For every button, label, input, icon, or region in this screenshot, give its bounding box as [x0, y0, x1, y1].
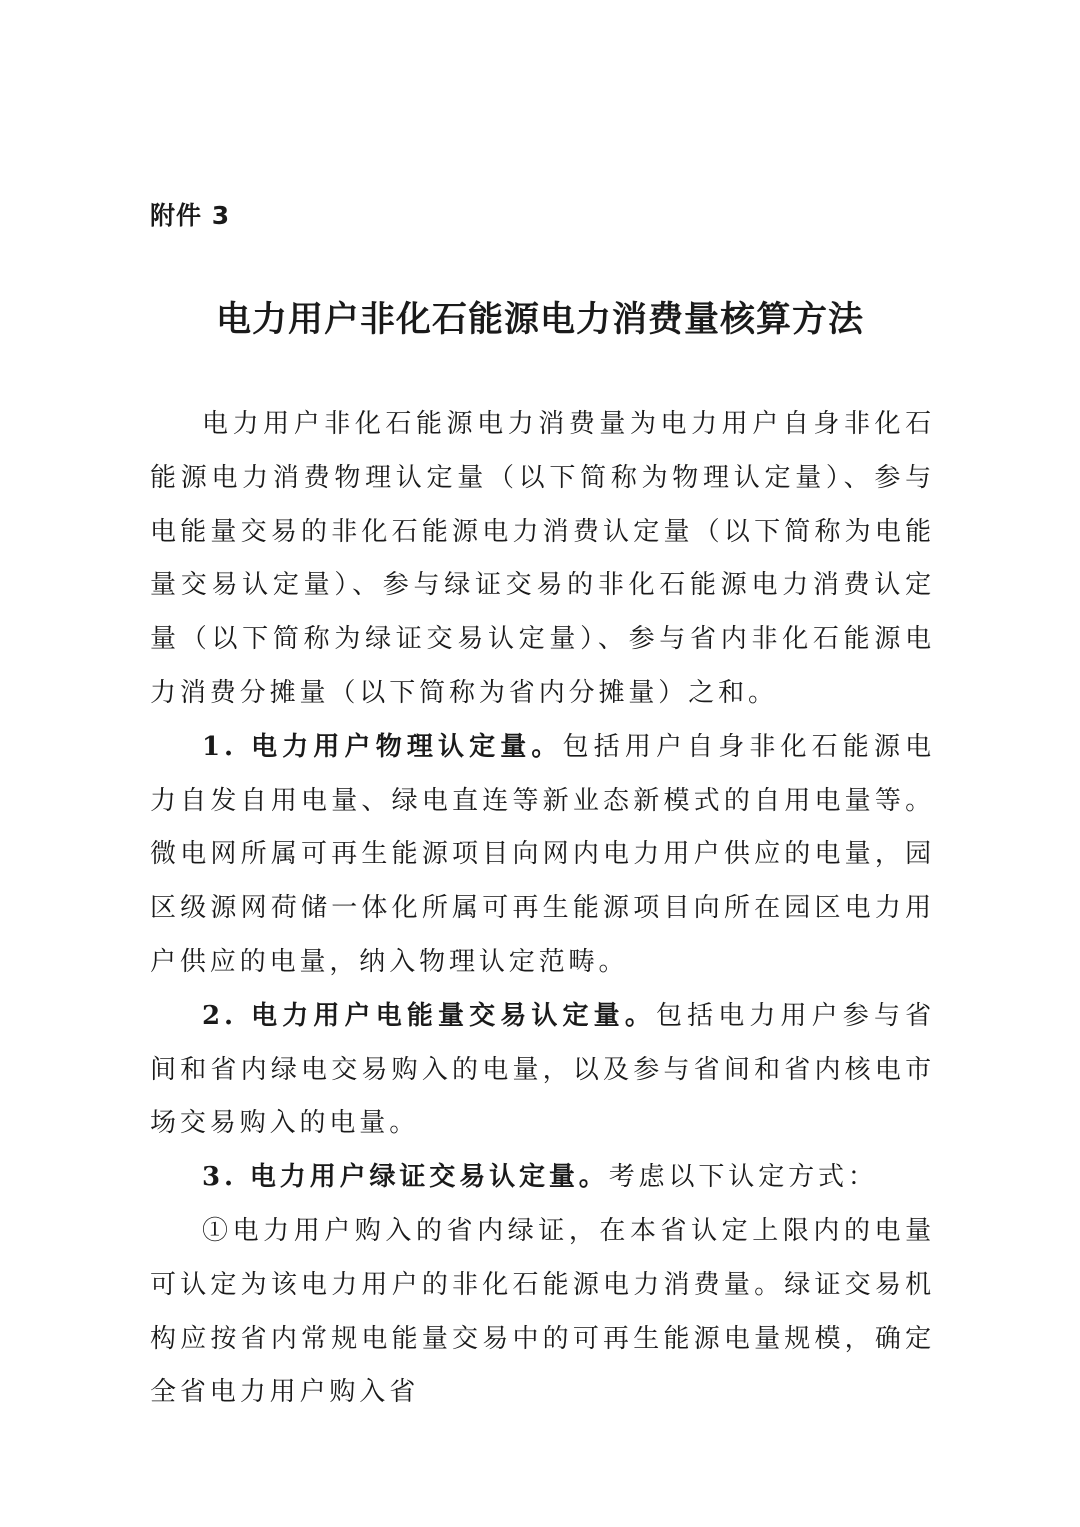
section-3-heading: 3. 电力用户绿证交易认定量。	[202, 1162, 609, 1193]
section-3-text: 考虑以下认定方式：	[608, 1162, 878, 1193]
document-body	[150, 398, 935, 1420]
section-1-paragraph	[150, 721, 935, 990]
intro-paragraph: 电力用户非化石能源电力消费量为电力用户自身非化石能源电力消费物理认定量（以下简称为物理认定量）、参与电能量交易的非化石能源电力消费认定量（以下简称为电能量交易认定量）、参与绿证交易的非化石能源电力消费认定量（以下简称为绿证交易认定量）、参与省内非化石能源电力消费分摊量（以下简称为省内分摊量）之和。	[150, 409, 935, 708]
section-1-text: 包括用户自身非化石能源电力自发自用电量、绿电直连等新业态新模式的自用电量等。微电网所属可再生能源项目向网内电力用户供应的电量，园区级源网荷储一体化所属可再生能源项目向所在园区电力用户供应的电量，纳入物理认定范畴。	[150, 731, 935, 977]
section-2-text: 包括电力用户参与省间和省内绿电交易购入的电量，以及参与省间和省内核电市场交易购入的电量。	[150, 1000, 935, 1139]
section-2-heading: 2. 电力用户电能量交易认定量。	[202, 1000, 656, 1031]
section-3-paragraph	[150, 1151, 935, 1205]
document-title: 电力用户非化石能源电力消费量核算方法	[215, 299, 864, 340]
section-1-heading: 1. 电力用户物理认定量。	[202, 731, 563, 762]
section-2-paragraph	[150, 990, 935, 1151]
section-3-item-1: ①电力用户购入的省内绿证，在本省认定上限内的电量可认定为该电力用户的非化石能源电力消费量。绿证交易机构应按省内常规电能量交易中的可再生能源电量规模，确定全省电力用户购入省	[150, 1215, 935, 1408]
attachment-label: 附件 3	[150, 201, 231, 230]
